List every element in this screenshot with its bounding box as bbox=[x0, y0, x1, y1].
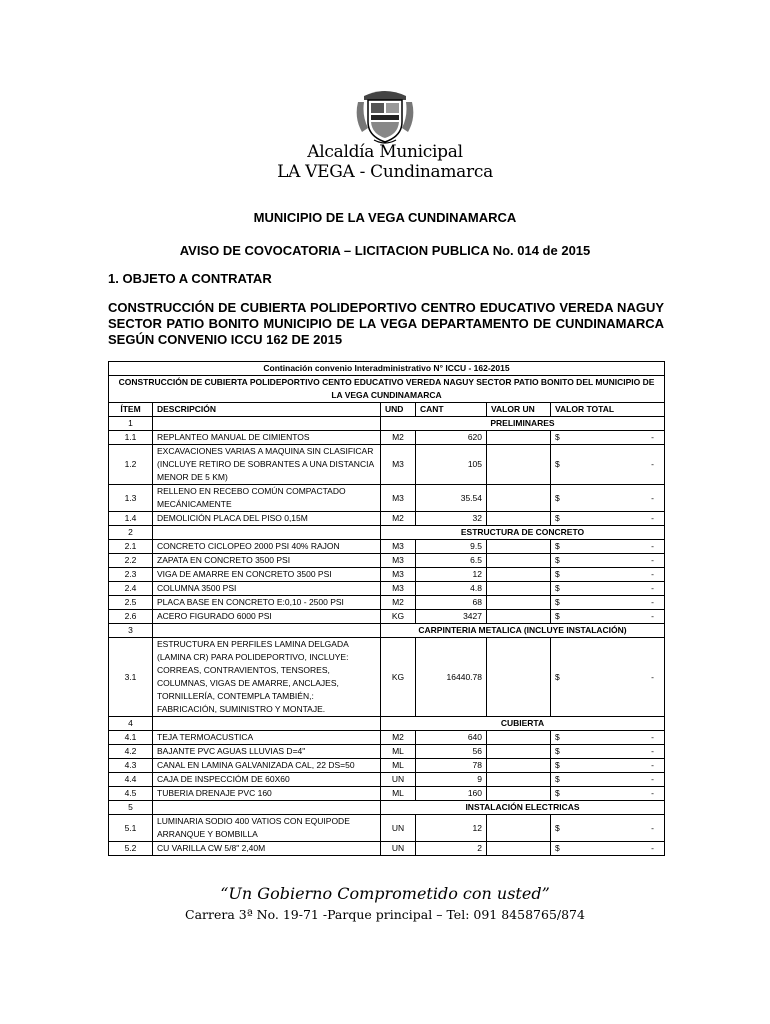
total-value-cell bbox=[555, 596, 660, 609]
item-unit-value bbox=[487, 582, 551, 596]
currency-symbol: $ bbox=[555, 822, 560, 833]
total-value-cell bbox=[555, 822, 660, 835]
item-quantity: 12 bbox=[416, 568, 487, 582]
table-row bbox=[109, 554, 665, 568]
item-unit: ML bbox=[381, 745, 416, 759]
item-total-value bbox=[551, 596, 665, 610]
item-number: 5.1 bbox=[109, 815, 153, 842]
item-unit-value bbox=[487, 610, 551, 624]
item-unit-value bbox=[487, 485, 551, 512]
item-quantity: 9 bbox=[416, 773, 487, 787]
item-total-value bbox=[551, 731, 665, 745]
empty-value-dash: - bbox=[651, 822, 654, 833]
item-unit-value bbox=[487, 787, 551, 801]
total-value-cell bbox=[555, 492, 660, 505]
item-total-value bbox=[551, 512, 665, 526]
empty-value-dash: - bbox=[651, 671, 654, 682]
section-number: 2 bbox=[109, 526, 153, 540]
item-unit-value bbox=[487, 731, 551, 745]
item-total-value bbox=[551, 445, 665, 485]
empty-value-dash: - bbox=[651, 597, 654, 607]
section-number: 5 bbox=[109, 801, 153, 815]
item-description: ESTRUCTURA EN PERFILES LAMINA DELGADA (LAMINA CR) PARA POLIDEPORTIVO, INCLUYE: CORREAS, CONTRAVIENTOS, TENSORES, COLUMNAS, VIGAS DE AMARRE, ANCLAJES, TORNILLERÍA, CONTEMPLA TAMBIÉN,: FABRICACIÓN, SUMINISTRO Y MONTAJE. bbox=[153, 638, 381, 717]
item-unit: KG bbox=[381, 638, 416, 717]
item-number: 5.2 bbox=[109, 842, 153, 856]
section-row bbox=[109, 717, 665, 731]
item-unit-value bbox=[487, 815, 551, 842]
table-row bbox=[109, 842, 665, 856]
empty-value-dash: - bbox=[651, 555, 654, 565]
item-unit-value bbox=[487, 512, 551, 526]
total-value-cell bbox=[555, 431, 660, 444]
table-caption: Continación convenio Interadministrativo N° ICCU - 162-2015 bbox=[109, 362, 665, 376]
item-description: CAJA DE INSPECCIÓM DE 60X60 bbox=[153, 773, 381, 787]
total-value-cell bbox=[555, 554, 660, 567]
item-unit-value bbox=[487, 745, 551, 759]
item-unit-value bbox=[487, 842, 551, 856]
section-spacer bbox=[153, 624, 381, 638]
item-quantity: 620 bbox=[416, 431, 487, 445]
item-total-value bbox=[551, 759, 665, 773]
total-value-cell bbox=[555, 568, 660, 581]
empty-value-dash: - bbox=[651, 492, 654, 503]
item-description: CU VARILLA CW 5/8" 2,40M bbox=[153, 842, 381, 856]
item-description: TEJA TERMOACUSTICA bbox=[153, 731, 381, 745]
item-unit-value bbox=[487, 431, 551, 445]
section-row bbox=[109, 624, 665, 638]
item-total-value bbox=[551, 582, 665, 596]
header-unit: UND bbox=[381, 403, 416, 417]
table-row bbox=[109, 445, 665, 485]
table-row bbox=[109, 431, 665, 445]
section-title: PRELIMINARES bbox=[381, 417, 665, 431]
currency-symbol: $ bbox=[555, 671, 560, 682]
section-number: 1 bbox=[109, 417, 153, 431]
item-unit-value bbox=[487, 568, 551, 582]
table-row bbox=[109, 759, 665, 773]
item-quantity: 35.54 bbox=[416, 485, 487, 512]
item-description: COLUMNA 3500 PSI bbox=[153, 582, 381, 596]
section-title: CARPINTERIA METALICA (INCLUYE INSTALACIÓN) bbox=[381, 624, 665, 638]
total-value-cell bbox=[555, 540, 660, 553]
total-value-cell bbox=[555, 773, 660, 786]
section-row bbox=[109, 417, 665, 431]
item-quantity: 68 bbox=[416, 596, 487, 610]
item-total-value bbox=[551, 787, 665, 801]
total-value-cell bbox=[555, 458, 660, 471]
item-unit: M2 bbox=[381, 596, 416, 610]
table-row bbox=[109, 568, 665, 582]
item-total-value bbox=[551, 554, 665, 568]
item-quantity: 12 bbox=[416, 815, 487, 842]
item-number: 1.3 bbox=[109, 485, 153, 512]
item-unit: ML bbox=[381, 759, 416, 773]
item-number: 4.4 bbox=[109, 773, 153, 787]
total-value-cell bbox=[555, 842, 660, 855]
section-title: INSTALACIÓN ELECTRICAS bbox=[381, 801, 665, 815]
item-description: ZAPATA EN CONCRETO 3500 PSI bbox=[153, 554, 381, 568]
table-row bbox=[109, 596, 665, 610]
footer-address: Carrera 3ª No. 19-71 -Parque principal – Tel: 091 8458765/874 bbox=[185, 907, 585, 922]
item-unit-value bbox=[487, 540, 551, 554]
item-description: RELLENO EN RECEBO COMÚN COMPACTADO MECÁNICAMENTE bbox=[153, 485, 381, 512]
item-quantity: 160 bbox=[416, 787, 487, 801]
empty-value-dash: - bbox=[651, 459, 654, 469]
item-total-value bbox=[551, 610, 665, 624]
item-total-value bbox=[551, 815, 665, 842]
item-unit: M3 bbox=[381, 554, 416, 568]
total-value-cell bbox=[555, 759, 660, 772]
footer-slogan: “Un Gobierno Comprometido con usted” bbox=[220, 884, 550, 903]
item-quantity: 4.8 bbox=[416, 582, 487, 596]
table-row bbox=[109, 582, 665, 596]
empty-value-dash: - bbox=[651, 432, 654, 442]
item-unit: M3 bbox=[381, 582, 416, 596]
item-unit: UN bbox=[381, 842, 416, 856]
item-number: 2.2 bbox=[109, 554, 153, 568]
currency-symbol: $ bbox=[555, 459, 560, 469]
header-item: ÍTEM bbox=[109, 403, 153, 417]
currency-symbol: $ bbox=[555, 788, 560, 798]
currency-symbol: $ bbox=[555, 541, 560, 551]
empty-value-dash: - bbox=[651, 569, 654, 579]
section-title: 1. OBJETO A CONTRATAR bbox=[108, 271, 272, 286]
table-title: CONSTRUCCIÓN DE CUBIERTA POLIDEPORTIVO CENTO EDUCATIVO VEREDA NAGUY SECTOR PATIO BONITO DEL MUNICIPIO DE LA VEGA CUNDINAMARCA bbox=[109, 376, 665, 403]
table-row bbox=[109, 540, 665, 554]
item-total-value bbox=[551, 568, 665, 582]
section-spacer bbox=[153, 801, 381, 815]
item-description: VIGA DE AMARRE EN CONCRETO 3500 PSI bbox=[153, 568, 381, 582]
item-unit-value bbox=[487, 759, 551, 773]
empty-value-dash: - bbox=[651, 843, 654, 853]
municipality-heading: MUNICIPIO DE LA VEGA CUNDINAMARCA bbox=[253, 210, 517, 225]
item-unit: KG bbox=[381, 610, 416, 624]
item-number: 2.5 bbox=[109, 596, 153, 610]
item-quantity: 640 bbox=[416, 731, 487, 745]
item-unit: UN bbox=[381, 773, 416, 787]
item-number: 4.1 bbox=[109, 731, 153, 745]
empty-value-dash: - bbox=[651, 760, 654, 770]
item-unit: M3 bbox=[381, 540, 416, 554]
item-number: 1.4 bbox=[109, 512, 153, 526]
currency-symbol: $ bbox=[555, 597, 560, 607]
item-quantity: 16440.78 bbox=[416, 638, 487, 717]
currency-symbol: $ bbox=[555, 746, 560, 756]
item-unit: ML bbox=[381, 787, 416, 801]
empty-value-dash: - bbox=[651, 583, 654, 593]
item-description: EXCAVACIONES VARIAS A MAQUINA SIN CLASIFICAR (INCLUYE RETIRO DE SOBRANTES A UNA DISTANCIA MENOR DE 5 KM) bbox=[153, 445, 381, 485]
contract-object: CONSTRUCCIÓN DE CUBIERTA POLIDEPORTIVO CENTRO EDUCATIVO VEREDA NAGUY SECTOR PATIO BONITO MUNICIPIO DE LA VEGA DEPARTAMENTO DE CUNDINAMARCA SEGÚN CONVENIO ICCU 162 DE 2015 bbox=[108, 300, 664, 347]
header-unit-value: VALOR UN bbox=[487, 403, 551, 417]
item-unit-value bbox=[487, 638, 551, 717]
item-description: TUBERIA DRENAJE PVC 160 bbox=[153, 787, 381, 801]
item-quantity: 9.5 bbox=[416, 540, 487, 554]
item-unit-value bbox=[487, 445, 551, 485]
item-unit: UN bbox=[381, 815, 416, 842]
item-description: CANAL EN LAMINA GALVANIZADA CAL, 22 DS=50 bbox=[153, 759, 381, 773]
item-number: 2.4 bbox=[109, 582, 153, 596]
section-title: ESTRUCTURA DE CONCRETO bbox=[381, 526, 665, 540]
item-unit: M2 bbox=[381, 512, 416, 526]
currency-symbol: $ bbox=[555, 583, 560, 593]
section-row bbox=[109, 526, 665, 540]
budget-table bbox=[108, 361, 665, 856]
currency-symbol: $ bbox=[555, 492, 560, 503]
currency-symbol: $ bbox=[555, 555, 560, 565]
empty-value-dash: - bbox=[651, 774, 654, 784]
item-quantity: 3427 bbox=[416, 610, 487, 624]
item-unit-value bbox=[487, 554, 551, 568]
table-row bbox=[109, 610, 665, 624]
item-description: DEMOLICIÓN PLACA DEL PISO 0,15M bbox=[153, 512, 381, 526]
item-description: PLACA BASE EN CONCRETO E:0,10 - 2500 PSI bbox=[153, 596, 381, 610]
total-value-cell bbox=[555, 745, 660, 758]
item-description: REPLANTEO MANUAL DE CIMIENTOS bbox=[153, 431, 381, 445]
section-spacer bbox=[153, 526, 381, 540]
item-total-value bbox=[551, 745, 665, 759]
section-spacer bbox=[153, 717, 381, 731]
currency-symbol: $ bbox=[555, 843, 560, 853]
section-row bbox=[109, 801, 665, 815]
item-number: 1.1 bbox=[109, 431, 153, 445]
item-unit-value bbox=[487, 596, 551, 610]
total-value-cell bbox=[555, 582, 660, 595]
item-unit: M2 bbox=[381, 731, 416, 745]
section-number: 4 bbox=[109, 717, 153, 731]
currency-symbol: $ bbox=[555, 760, 560, 770]
item-description: ACERO FIGURADO 6000 PSI bbox=[153, 610, 381, 624]
empty-value-dash: - bbox=[651, 788, 654, 798]
item-unit: M3 bbox=[381, 568, 416, 582]
currency-symbol: $ bbox=[555, 611, 560, 621]
table-row bbox=[109, 512, 665, 526]
item-quantity: 78 bbox=[416, 759, 487, 773]
table-row bbox=[109, 638, 665, 717]
total-value-cell bbox=[555, 610, 660, 623]
item-quantity: 2 bbox=[416, 842, 487, 856]
total-value-cell bbox=[555, 787, 660, 800]
notice-heading: AVISO DE COVOCATORIA – LICITACION PUBLICA No. 014 de 2015 bbox=[179, 243, 591, 258]
item-number: 4.5 bbox=[109, 787, 153, 801]
table-row bbox=[109, 485, 665, 512]
item-number: 4.2 bbox=[109, 745, 153, 759]
table-row bbox=[109, 745, 665, 759]
header-description: DESCRIPCIÓN bbox=[153, 403, 381, 417]
item-total-value bbox=[551, 773, 665, 787]
currency-symbol: $ bbox=[555, 732, 560, 742]
total-value-cell bbox=[555, 731, 660, 744]
table-row bbox=[109, 731, 665, 745]
org-name: Alcaldía Municipal bbox=[307, 142, 463, 162]
table-caption-row bbox=[109, 362, 665, 376]
item-number: 2.3 bbox=[109, 568, 153, 582]
item-number: 1.2 bbox=[109, 445, 153, 485]
item-total-value bbox=[551, 638, 665, 717]
item-description: BAJANTE PVC AGUAS LLUVIAS D=4" bbox=[153, 745, 381, 759]
municipal-crest-icon bbox=[354, 88, 416, 146]
item-unit-value bbox=[487, 773, 551, 787]
item-unit: M3 bbox=[381, 445, 416, 485]
item-quantity: 105 bbox=[416, 445, 487, 485]
item-quantity: 32 bbox=[416, 512, 487, 526]
section-title: CUBIERTA bbox=[381, 717, 665, 731]
item-description: CONCRETO CICLOPEO 2000 PSI 40% RAJON bbox=[153, 540, 381, 554]
total-value-cell bbox=[555, 671, 660, 684]
item-quantity: 6.5 bbox=[416, 554, 487, 568]
table-title-row bbox=[109, 376, 665, 403]
item-total-value bbox=[551, 540, 665, 554]
section-spacer bbox=[153, 417, 381, 431]
total-value-cell bbox=[555, 512, 660, 525]
empty-value-dash: - bbox=[651, 513, 654, 523]
org-location: LA VEGA - Cundinamarca bbox=[277, 162, 493, 182]
currency-symbol: $ bbox=[555, 774, 560, 784]
item-number: 2.1 bbox=[109, 540, 153, 554]
item-unit: M2 bbox=[381, 431, 416, 445]
empty-value-dash: - bbox=[651, 541, 654, 551]
item-total-value bbox=[551, 485, 665, 512]
section-number: 3 bbox=[109, 624, 153, 638]
currency-symbol: $ bbox=[555, 569, 560, 579]
item-total-value bbox=[551, 431, 665, 445]
header-total-value: VALOR TOTAL bbox=[551, 403, 665, 417]
table-row bbox=[109, 773, 665, 787]
item-unit: M3 bbox=[381, 485, 416, 512]
currency-symbol: $ bbox=[555, 432, 560, 442]
item-quantity: 56 bbox=[416, 745, 487, 759]
item-number: 3.1 bbox=[109, 638, 153, 717]
table-row bbox=[109, 815, 665, 842]
empty-value-dash: - bbox=[651, 746, 654, 756]
item-total-value bbox=[551, 842, 665, 856]
currency-symbol: $ bbox=[555, 513, 560, 523]
empty-value-dash: - bbox=[651, 611, 654, 621]
item-description: LUMINARIA SODIO 400 VATIOS CON EQUIPODE ARRANQUE Y BOMBILLA bbox=[153, 815, 381, 842]
item-number: 4.3 bbox=[109, 759, 153, 773]
header-quantity: CANT bbox=[416, 403, 487, 417]
table-row bbox=[109, 787, 665, 801]
empty-value-dash: - bbox=[651, 732, 654, 742]
item-number: 2.6 bbox=[109, 610, 153, 624]
table-header-row bbox=[109, 403, 665, 417]
